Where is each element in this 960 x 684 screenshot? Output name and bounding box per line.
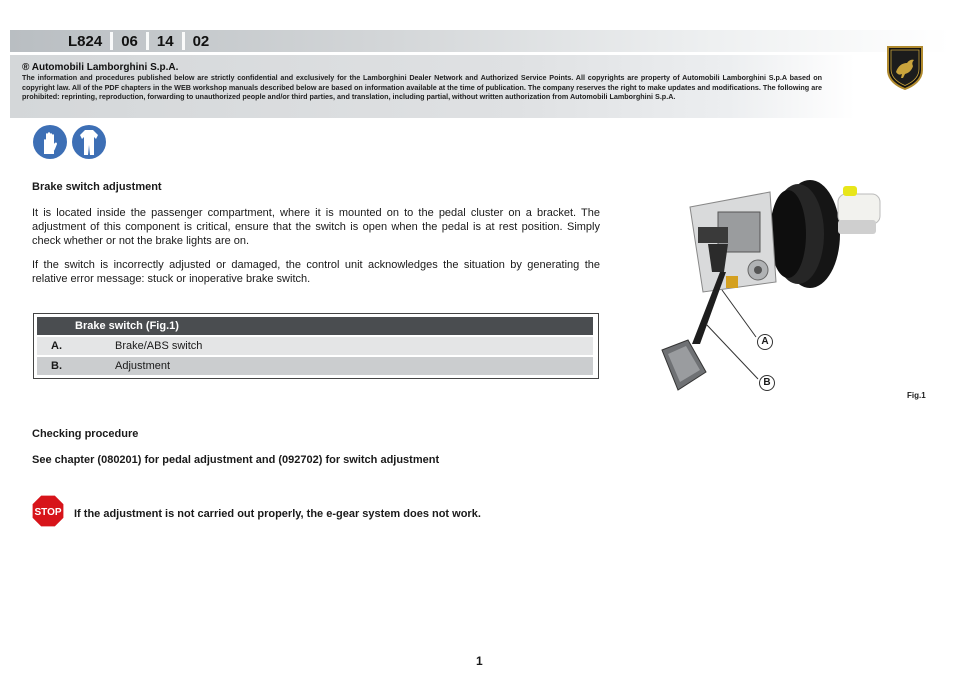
row-letter: B. <box>51 360 62 372</box>
notice-text: The information and procedures published below are strictly confidential and exclusively for the Lamborghini Dealer Network and Authorized Service Points. All copyrights are property of Automobili Lamborghini S.p.A based on copyright law. All of the PDF chapters in the WEB workshop manuals described below are based on information available at the time of publication. The company reserves the right to make updates and modifications. The following are prohibited: reprinting, reproduction, forwarding to unauthorized people and/or third parties, and translation, including partial, without written authorization from Automobili Lamborghini S.p.A. <box>22 73 822 102</box>
code-subgroup: 14 <box>156 32 174 50</box>
stop-label: STOP <box>34 507 62 518</box>
table-row <box>37 357 593 375</box>
checking-reference: See chapter (080201) for pedal adjustment and (092702) for switch adjustment <box>32 454 440 466</box>
lamborghini-logo <box>885 44 925 90</box>
document-code <box>60 30 217 52</box>
code-group: 06 <box>121 32 138 50</box>
components-table <box>33 313 599 379</box>
brake-pedal-assembly-figure <box>648 172 898 402</box>
warning-text: If the adjustment is not carried out properly, the e-gear system does not work. <box>74 508 481 520</box>
protective-gloves-icon <box>33 125 67 159</box>
bull-shield-icon <box>885 44 925 90</box>
row-description: Adjustment <box>115 360 171 372</box>
code-separator <box>182 32 185 50</box>
figure-label: Fig.1 <box>907 391 926 400</box>
error-paragraph: If the switch is incorrectly adjusted or damaged, the control unit acknowledges the situation by generating the relative error message: stuck or inoperative brake switch. <box>32 259 600 286</box>
table-row <box>37 337 593 355</box>
protective-overalls-icon <box>72 125 106 159</box>
code-separator <box>110 32 113 50</box>
code-separator <box>146 32 149 50</box>
row-letter: A. <box>51 340 62 352</box>
code-section: 02 <box>192 32 210 50</box>
callout-a: A <box>757 334 773 350</box>
row-description: Brake/ABS switch <box>115 340 203 352</box>
checking-title: Checking procedure <box>32 428 139 440</box>
section-title: Brake switch adjustment <box>32 181 162 193</box>
callout-b: B <box>759 375 775 391</box>
page-number: 1 <box>476 654 483 668</box>
table-header: Brake switch (Fig.1) <box>37 317 593 335</box>
notice-title: ® Automobili Lamborghini S.p.A. <box>22 62 179 73</box>
description-paragraph: It is located inside the passenger compartment, where it is mounted on to the pedal cluster on a bracket. The adjustment of this component is critical, ensure that the switch is open when the pedal is at rest position. Simply check whether or not the brake lights are on. <box>32 207 600 248</box>
stop-sign-icon <box>31 494 65 528</box>
code-model: L824 <box>68 32 103 50</box>
